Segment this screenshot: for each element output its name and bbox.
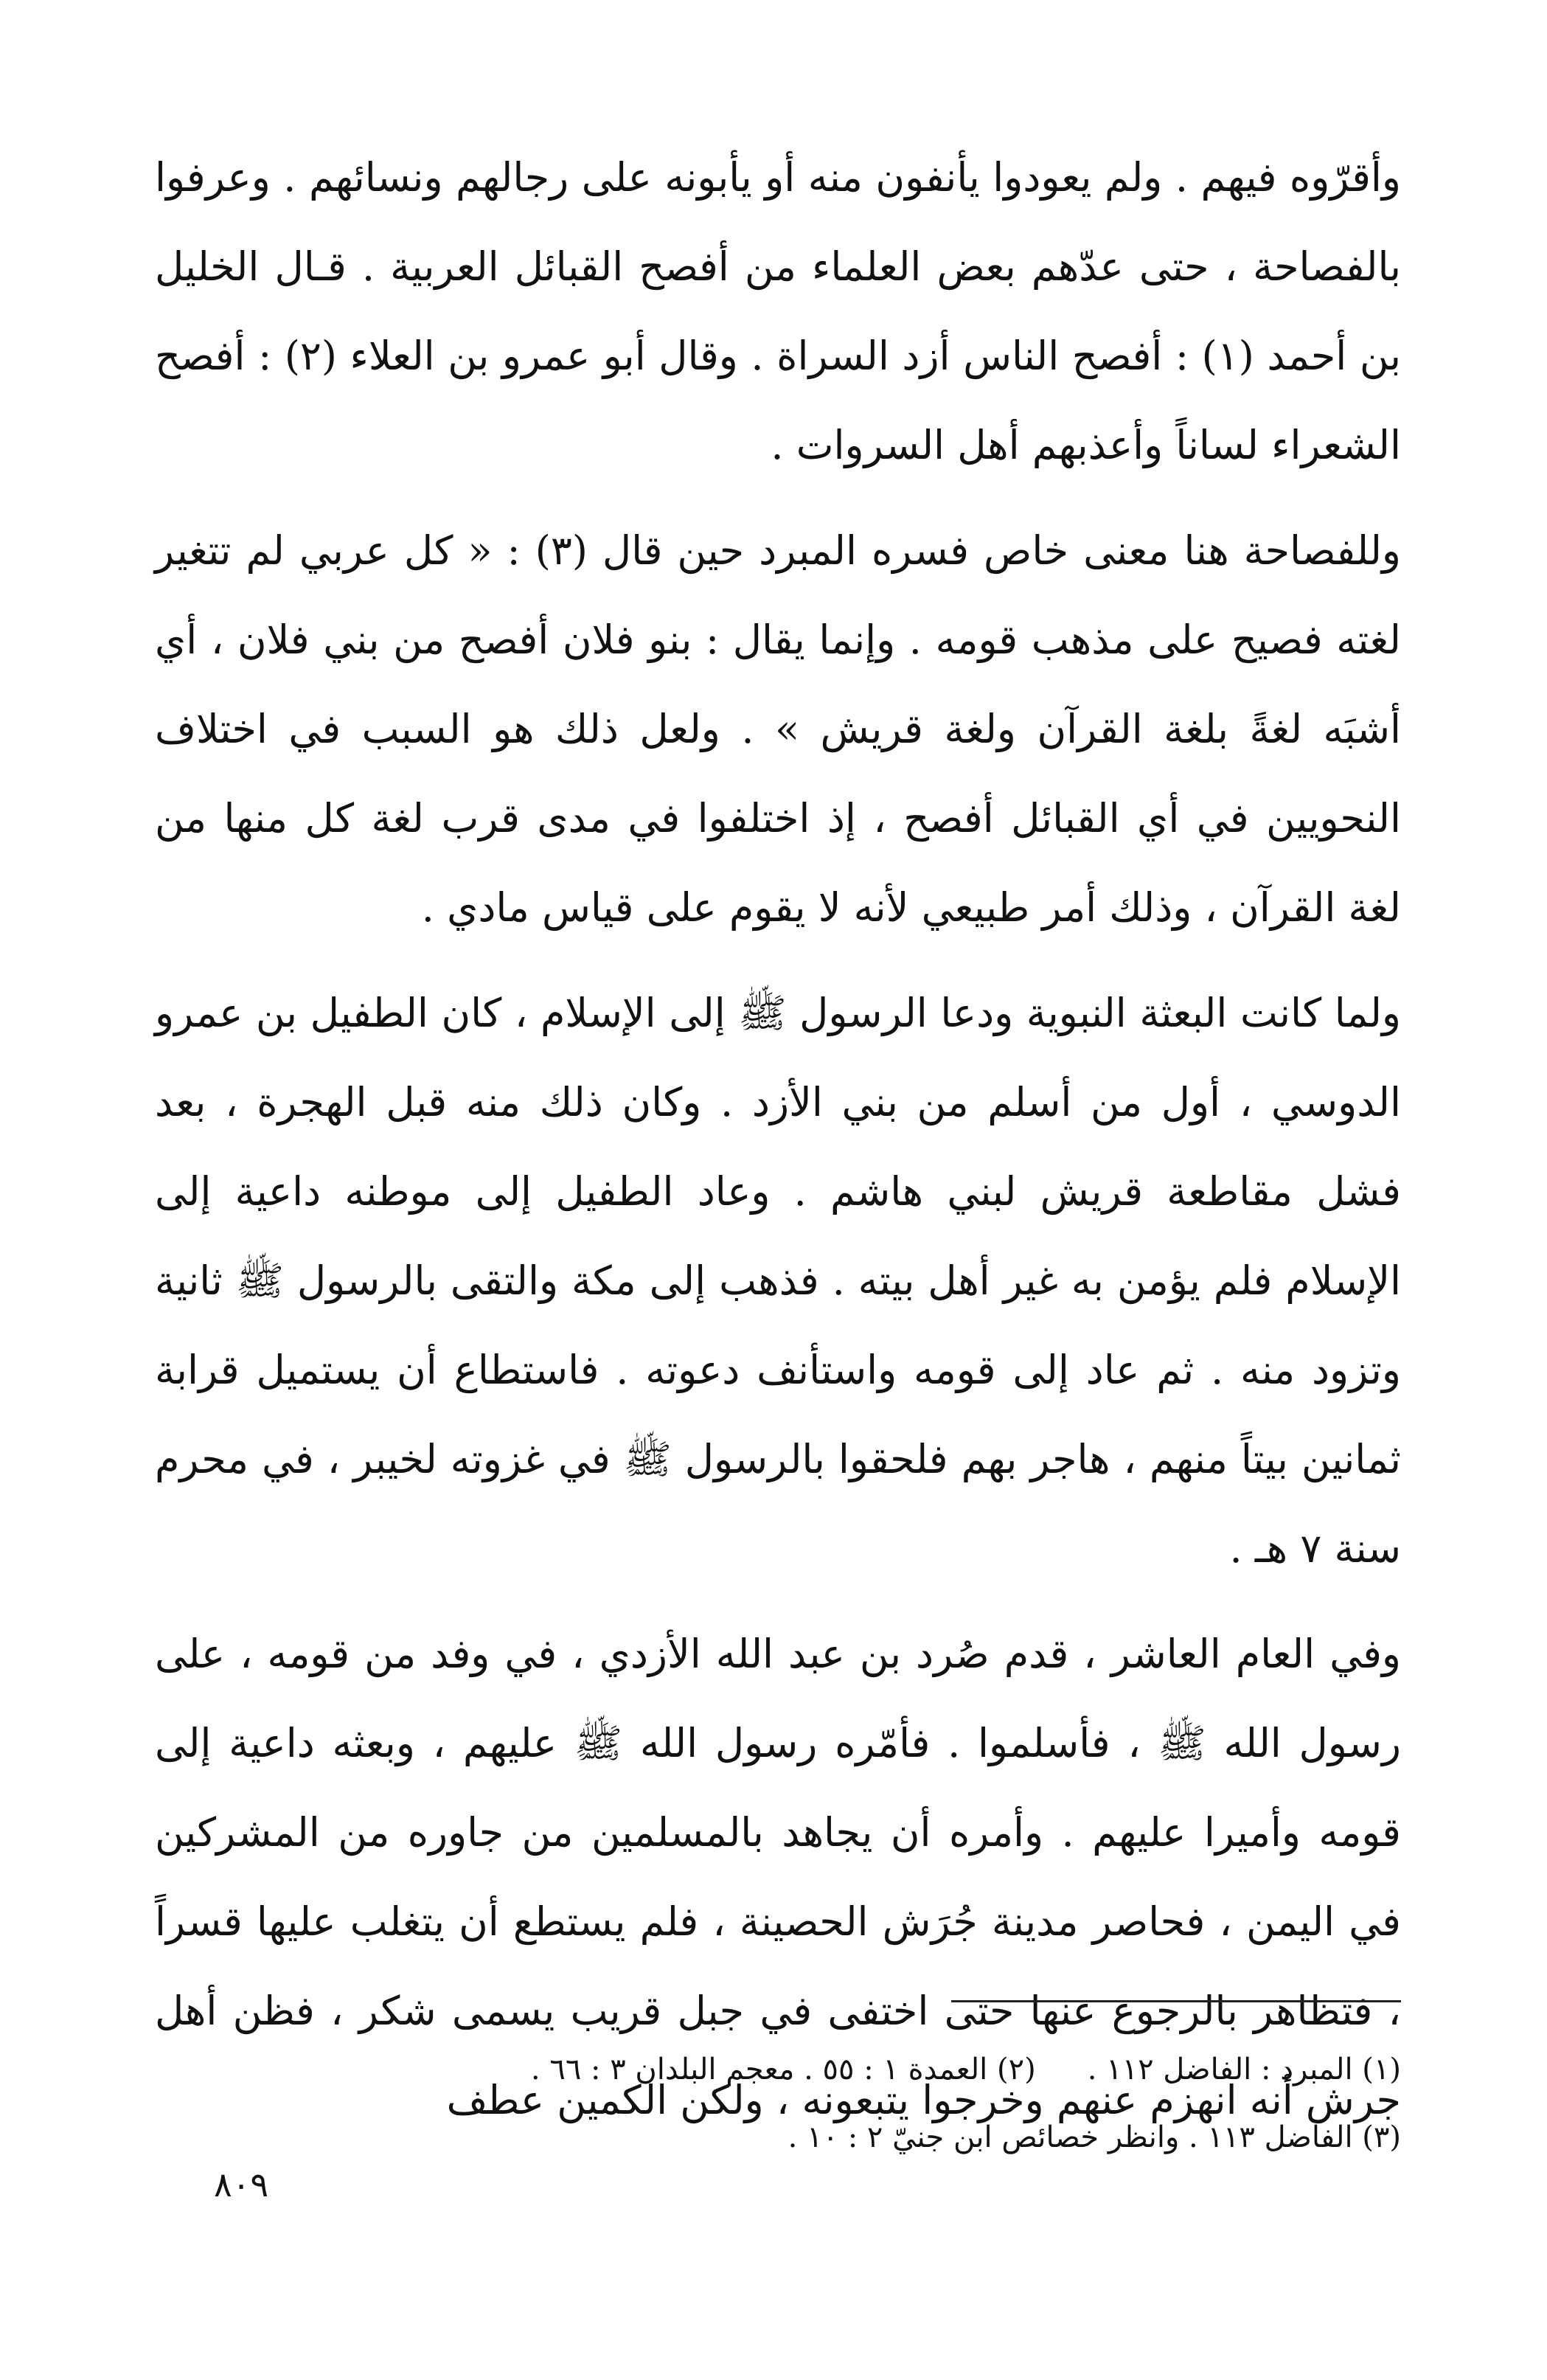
- footnote-1: (١) المبرد : الفاضل ١١٢ .: [1087, 2053, 1401, 2086]
- paragraph-3: ولما كانت البعثة النبوية ودعا الرسول ﷺ إلى الإسلام ، كان الطفيل بن عمرو الدوسي ، أول من أسلم من بني الأزد . وكان ذلك منه قبل الهجرة ، بعد فشل مقاطعة قريش لبني هاشم . وعاد الطفيل إلى موطنه داعية إلى الإسلام فلم يؤمن به غير أهل بيته . فذهب إلى مكة والتقى بالرسول ﷺ ثانية وتزود منه . ثم عاد إلى قومه واستأنف دعوته . فاستطاع أن يستميل قرابة ثمانين بيتاً منهم ، هاجر بهم فلحقوا بالرسول ﷺ في غزوته لخيبر ، في محرم سنة ٧ هـ .: [155, 990, 1401, 1572]
- paragraph-2: وللفصاحة هنا معنى خاص فسره المبرد حين قال (٣) : « كل عربي لم تتغير لغته فصيح على مذهب قومه . وإنما يقال : بنو فلان أفصح من بني فلان ، أي أشبَه لغةً بلغة القرآن ولغة قريش » . ولعل ذلك هو السبب في اختلاف النحويين في أي القبائل أفصح ، إذ اختلفوا في مدى قرب لغة كل منها من لغة القرآن ، وذلك أمر طبيعي لأنه لا يقوم على قياس مادي .: [155, 527, 1402, 931]
- footnotes: [155, 2036, 1401, 2171]
- footnote-separator: [951, 2000, 1401, 2002]
- paragraph-1: وأقرّوه فيهم . ولم يعودوا يأنفون منه أو يأبونه على رجالهم ونسائهم . وعرفوا بالفصاحة ، حتى عدّهم بعض العلماء من أفصح القبائل العربية . قـال الخليل بن أحمد (١) : أفصح الناس أزد السراة . وقال أبو عمرو بن العلاء (٢) : أفصح الشعراء لساناً وأعذبهم أهل السروات .: [155, 154, 1401, 468]
- footnote-2: (٢) العمدة ١ : ٥٥ . معجم البلدان ٣ : ٦٦ .: [530, 2053, 1036, 2086]
- paragraph-4: وفي العام العاشر ، قدم صُرد بن عبد الله الأزدي ، في وفد من قومه ، على رسول الله ﷺ ، فأسلموا . فأمّره رسول الله ﷺ عليهم ، وبعثه داعية إلى قومه وأميرا عليهم . وأمره أن يجاهد بالمسلمين من جاوره من المشركين في اليمن ، فحاصر مدينة جُرَش الحصينة ، فلم يستطع أن يتغلب عليها قسراً ، فتظاهر بالرجوع عنها حتى اختفى في جبل قريب يسمى شكر ، فظن أهل جرش أنه انهزم عنهم وخرجوا يتبعونه ، ولكن الكمين عطف: [155, 1631, 1401, 2123]
- main-text: [155, 133, 1401, 2161]
- page-number: ٨٠٩: [214, 2165, 269, 2204]
- footnote-line-1: [155, 2036, 1401, 2103]
- footnote-3: (٣) الفاضل ١١٣ . وانظر خصائص ابن جنيّ ٢ : ١٠ .: [788, 2120, 1401, 2154]
- footnote-line-2: [155, 2103, 1401, 2171]
